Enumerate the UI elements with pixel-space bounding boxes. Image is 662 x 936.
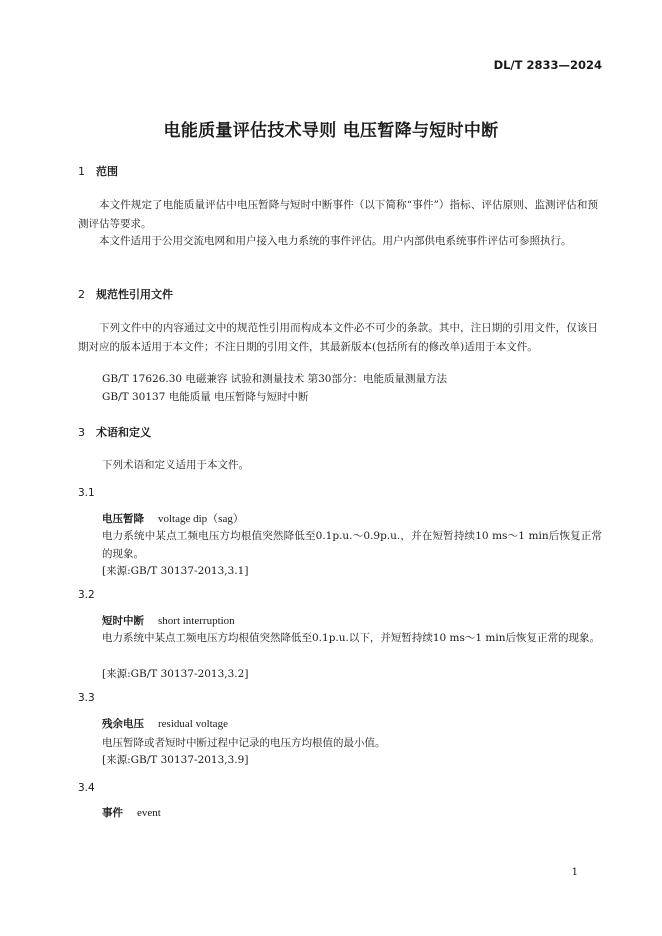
term-3-1 xyxy=(102,510,244,526)
term-3-3 xyxy=(102,716,228,731)
term-3-2-en: short interruption xyxy=(158,615,235,627)
section-1-para-2: 本文件适用于公用交流电网和用户接入电力系统的事件评估。用户内部供电系统事件评估可参照执行。 xyxy=(99,235,572,247)
term-3-4-en: event xyxy=(137,807,161,819)
reference-2: GB/T 30137 电能质量 电压暂降与短时中断 xyxy=(102,391,309,403)
section-1-number: 1 xyxy=(78,165,85,178)
term-3-2 xyxy=(102,613,235,628)
section-3-number: 3 xyxy=(78,426,85,439)
term-3-3-source: [来源:GB/T 30137-2013,3.9] xyxy=(102,754,249,766)
section-2-heading xyxy=(78,286,173,302)
clause-3-1-number: 3.1 xyxy=(78,487,95,499)
section-1-title: 范围 xyxy=(96,165,118,178)
term-3-4 xyxy=(102,805,161,820)
term-3-2-definition: 电力系统中某点工频电压方均根值突然降低至0.1p.u.以下，并短暂持续10 ms～1 min后恢复正常的现象。 xyxy=(102,632,600,644)
section-1-para-1: 本文件规定了电能质量评估中电压暂降与短时中断事件（以下简称“事件”）指标、评估原则、监测评估和预测评估等要求。 xyxy=(78,199,598,230)
document-title: 电能质量评估技术导则 电压暂降与短时中断 xyxy=(163,121,499,141)
term-3-1-cn: 电压暂降 xyxy=(102,513,144,525)
term-3-2-cn: 短时中断 xyxy=(102,615,144,627)
clause-3-4-number: 3.4 xyxy=(78,782,95,794)
section-3-heading xyxy=(78,424,151,440)
clause-3-3-number: 3.3 xyxy=(78,692,95,704)
term-3-1-source: [来源:GB/T 30137-2013,3.1] xyxy=(102,565,249,577)
page-number: 1 xyxy=(571,867,578,878)
term-3-1-en: voltage dip（sag） xyxy=(158,513,244,525)
section-1-heading xyxy=(78,163,118,179)
section-3-title: 术语和定义 xyxy=(96,426,151,439)
section-2-para-1: 下列文件中的内容通过文中的规范性引用而构成本文件必不可少的条款。其中，注日期的引用文件，仅该日期对应的版本适用于本文件；不注日期的引用文件，其最新版本(包括所有的修改单)适用于本文件。 xyxy=(78,322,598,353)
term-3-3-definition: 电压暂降或者短时中断过程中记录的电压方均根值的最小值。 xyxy=(102,737,386,749)
standard-code: DL/T 2833—2024 xyxy=(493,58,602,72)
term-3-3-en: residual voltage xyxy=(158,718,228,730)
reference-1: GB/T 17626.30 电磁兼容 试验和测量技术 第30部分：电能质量测量方法 xyxy=(102,373,447,385)
section-3-para-1: 下列术语和定义适用于本文件。 xyxy=(102,459,249,471)
section-2-number: 2 xyxy=(78,288,85,301)
clause-3-2-number: 3.2 xyxy=(78,589,95,601)
term-3-1-definition: 电力系统中某点工频电压方均根值突然降低至0.1p.u.～0.9p.u.，并在短暂持续10 ms～1 min后恢复正常的现象。 xyxy=(102,530,602,560)
term-3-3-cn: 残余电压 xyxy=(102,718,144,730)
term-3-2-source: [来源:GB/T 30137-2013,3.2] xyxy=(102,668,249,680)
section-2-title: 规范性引用文件 xyxy=(96,288,173,301)
term-3-4-cn: 事件 xyxy=(102,807,123,819)
